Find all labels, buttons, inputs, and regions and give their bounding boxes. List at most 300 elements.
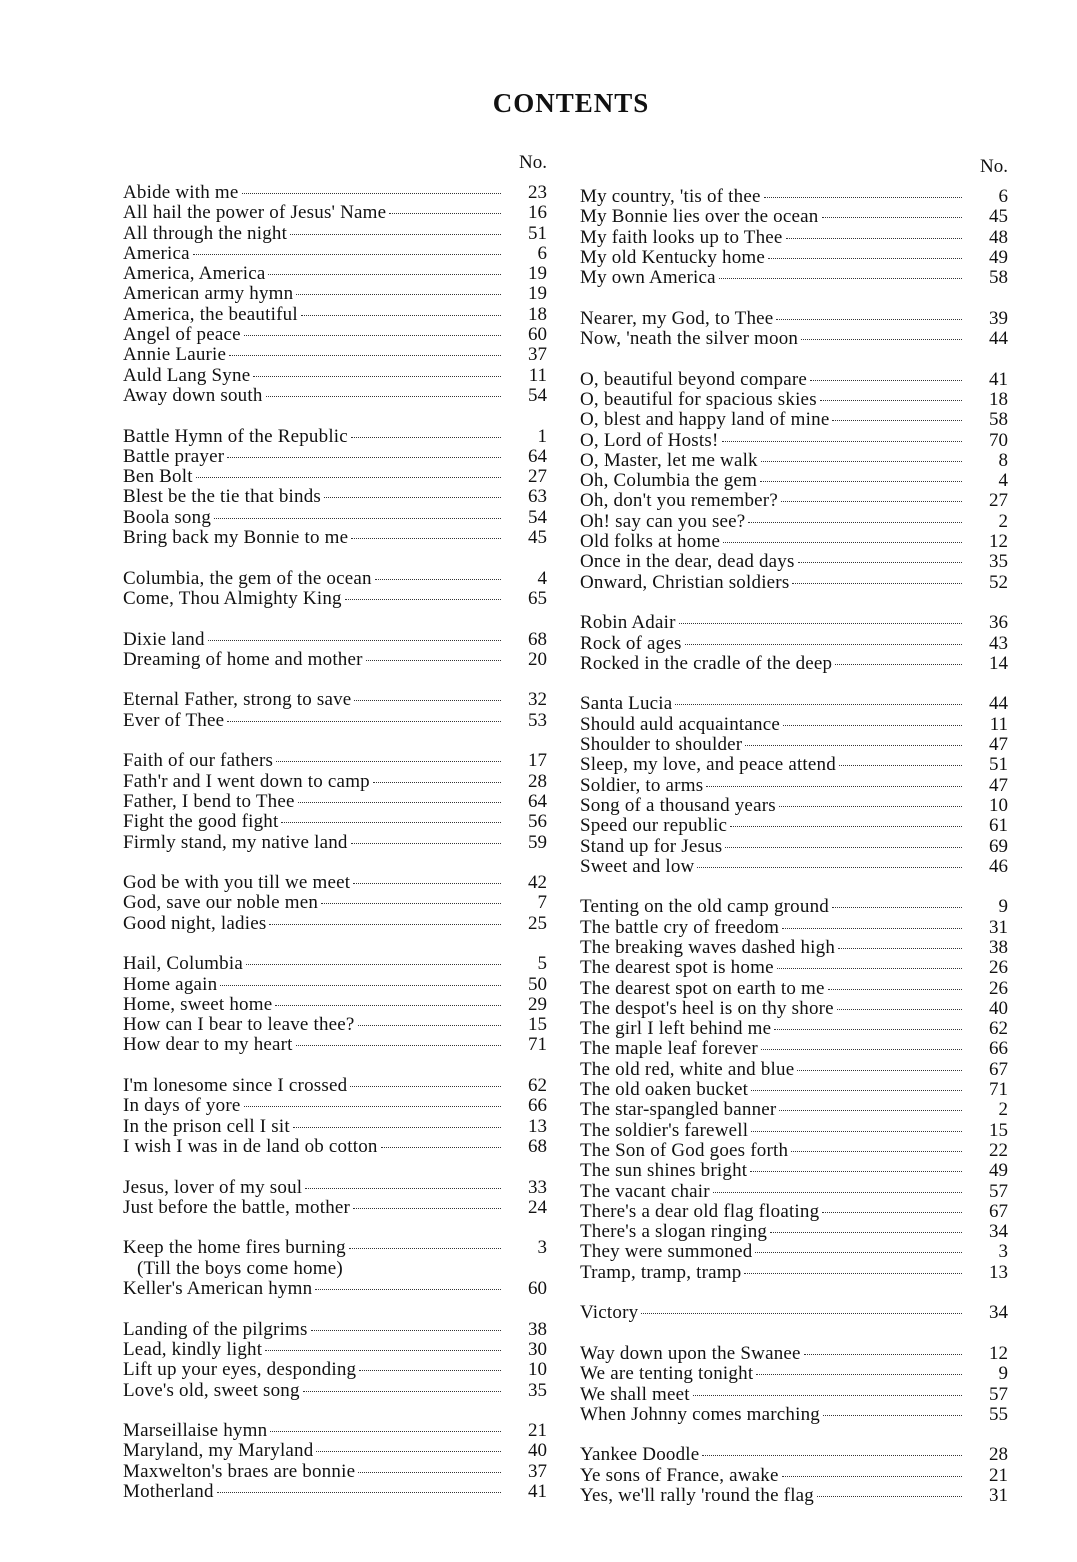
entry-title: The vacant chair (580, 1180, 710, 1202)
toc-entry[interactable] (580, 796, 1008, 816)
dot-leader (220, 985, 501, 986)
entry-title: Stand up for Jesus (580, 835, 723, 857)
entry-number: 8 (998, 449, 1008, 471)
toc-entry[interactable] (580, 857, 1008, 877)
entry-title: Marseillaise hymn (123, 1420, 268, 1442)
entry-title: Lead, kindly light (123, 1338, 263, 1360)
toc-entry[interactable] (123, 1441, 547, 1461)
dot-leader (823, 1415, 962, 1416)
toc-entry[interactable] (123, 1096, 547, 1116)
entry-number: 18 (989, 388, 1008, 410)
dot-leader (296, 1045, 501, 1046)
dot-leader (702, 1455, 962, 1456)
toc-entry[interactable] (123, 751, 547, 771)
entry-title: All through the night (123, 222, 288, 244)
group-spacer (123, 1401, 547, 1421)
entry-number: 13 (989, 1261, 1008, 1283)
entry-title: Nearer, my God, to Thee (580, 307, 774, 329)
entry-number: 29 (528, 993, 547, 1015)
entry-number: 60 (528, 1278, 547, 1300)
entry-number: 71 (528, 1034, 547, 1056)
dot-leader (801, 339, 962, 340)
toc-entry[interactable] (580, 897, 1008, 917)
entry-title: O, beautiful for spacious skies (580, 388, 817, 410)
toc-entry[interactable] (580, 1039, 1008, 1059)
toc-entry[interactable] (123, 508, 547, 528)
toc-entry[interactable] (580, 329, 1008, 349)
toc-entry[interactable] (580, 776, 1008, 796)
entry-title: O, blest and happy land of mine (580, 409, 830, 431)
entry-title: The sun shines bright (580, 1160, 748, 1182)
entry-title: Robin Adair (580, 612, 676, 634)
entry-number: 9 (998, 896, 1008, 918)
entry-number: 43 (989, 632, 1008, 654)
toc-entry[interactable] (123, 630, 547, 650)
entry-title: Should auld acquaintance (580, 713, 781, 735)
toc-entry[interactable] (580, 512, 1008, 532)
toc-entry[interactable] (123, 528, 547, 548)
toc-entry[interactable] (580, 1344, 1008, 1364)
toc-entry[interactable] (123, 792, 547, 812)
entry-title: American army hymn (123, 283, 294, 305)
number-column-header: No. (980, 156, 1008, 177)
entry-number: 38 (989, 936, 1008, 958)
dot-leader (353, 1208, 501, 1209)
entry-number: 51 (989, 754, 1008, 776)
dot-leader (783, 725, 962, 726)
dot-leader (208, 640, 501, 641)
toc-entry[interactable] (580, 979, 1008, 999)
toc-entry[interactable] (123, 264, 547, 284)
toc-entry[interactable] (580, 1466, 1008, 1486)
entry-number: 31 (989, 1485, 1008, 1506)
toc-entry[interactable] (123, 183, 547, 203)
entry-list-right (580, 187, 1008, 1506)
toc-entry[interactable] (580, 1486, 1008, 1506)
dot-leader (679, 623, 962, 624)
toc-entry[interactable] (123, 650, 547, 670)
toc-entry[interactable] (580, 715, 1008, 735)
entry-title: Abide with me (123, 182, 239, 203)
toc-entry[interactable] (580, 918, 1008, 938)
toc-entry[interactable] (123, 1360, 547, 1380)
toc-entry[interactable] (123, 305, 547, 325)
toc-entry[interactable] (580, 390, 1008, 410)
toc-entry[interactable] (123, 325, 547, 345)
dot-leader (359, 1370, 501, 1371)
toc-entry[interactable] (123, 203, 547, 223)
dot-leader (835, 664, 962, 665)
toc-entry[interactable] (580, 1080, 1008, 1100)
dot-leader (791, 1151, 962, 1152)
toc-entry[interactable] (123, 1279, 547, 1299)
dot-leader (725, 847, 962, 848)
toc-entry[interactable] (123, 772, 547, 792)
entry-number: 53 (528, 709, 547, 731)
toc-entry[interactable] (123, 1340, 547, 1360)
entry-title: In days of yore (123, 1095, 241, 1117)
group-spacer (123, 853, 547, 873)
entry-subtitle (123, 1259, 547, 1279)
toc-entry[interactable] (580, 816, 1008, 836)
dot-leader (266, 396, 501, 397)
entry-title: Fath'r and I went down to camp (123, 770, 370, 792)
entry-title: The star-spangled banner (580, 1099, 777, 1121)
toc-entry[interactable] (123, 812, 547, 832)
toc-entry[interactable] (123, 487, 547, 507)
toc-entry[interactable] (123, 1320, 547, 1340)
toc-entry[interactable] (580, 370, 1008, 390)
entry-number: 7 (537, 892, 547, 914)
toc-entry[interactable] (123, 975, 547, 995)
dot-leader (373, 782, 501, 783)
entry-title: Ever of Thee (123, 709, 225, 731)
toc-entry[interactable] (580, 999, 1008, 1019)
dot-leader (776, 319, 962, 320)
dot-leader (275, 1005, 501, 1006)
toc-entry[interactable] (123, 224, 547, 244)
entry-number: 40 (989, 997, 1008, 1019)
entry-number: 56 (528, 811, 547, 833)
entry-title: Battle Hymn of the Republic (123, 425, 348, 447)
entry-number: 15 (528, 1014, 547, 1036)
toc-entry[interactable] (123, 995, 547, 1015)
toc-entry[interactable] (580, 207, 1008, 227)
entry-number: 27 (989, 490, 1008, 512)
entry-title: Keller's American hymn (123, 1278, 313, 1300)
toc-entry[interactable] (123, 345, 547, 365)
toc-entry[interactable] (580, 634, 1008, 654)
entry-title: America, America (123, 263, 266, 285)
entry-title: Oh, don't you remember? (580, 490, 778, 512)
dot-leader (770, 1232, 962, 1233)
toc-entry[interactable] (580, 1019, 1008, 1039)
toc-entry[interactable] (123, 1137, 547, 1157)
dot-leader (675, 704, 962, 705)
entry-title: Victory (580, 1302, 639, 1324)
toc-entry[interactable] (580, 755, 1008, 775)
entry-number: 10 (528, 1359, 547, 1381)
toc-entry[interactable] (123, 1178, 547, 1198)
entry-title: Fight the good fight (123, 811, 279, 833)
entry-number: 47 (989, 734, 1008, 756)
entry-number: 39 (989, 307, 1008, 329)
entry-number: 61 (989, 815, 1008, 837)
dot-leader (713, 1192, 962, 1193)
toc-entry[interactable] (580, 309, 1008, 329)
dot-leader (389, 213, 501, 214)
toc-entry[interactable] (580, 451, 1008, 471)
toc-entry[interactable] (123, 467, 547, 487)
entry-number: 45 (989, 206, 1008, 228)
toc-entry[interactable] (580, 552, 1008, 572)
number-column-header: No. (519, 152, 547, 173)
entry-title: Lift up your eyes, desponding (123, 1359, 357, 1381)
toc-entry[interactable] (580, 268, 1008, 288)
entry-number: 34 (989, 1302, 1008, 1324)
toc-entry[interactable] (580, 1242, 1008, 1262)
dot-leader (744, 1273, 962, 1274)
toc-entry[interactable] (580, 1263, 1008, 1283)
toc-entry[interactable] (580, 187, 1008, 207)
entry-number: 2 (998, 1099, 1008, 1121)
toc-entry[interactable] (123, 914, 547, 934)
entry-title: Bring back my Bonnie to me (123, 527, 349, 549)
dot-leader (751, 1131, 962, 1132)
dot-leader (316, 1451, 501, 1452)
toc-entry[interactable] (123, 569, 547, 589)
toc-entry[interactable] (580, 1222, 1008, 1242)
toc-entry[interactable] (580, 1060, 1008, 1080)
toc-entry[interactable] (580, 1182, 1008, 1202)
dot-leader (296, 294, 501, 295)
dot-leader (779, 1110, 962, 1111)
entry-title: O, Master, let me walk (580, 449, 758, 471)
entry-title: How dear to my heart (123, 1034, 293, 1056)
toc-entry[interactable] (580, 532, 1008, 552)
toc-entry[interactable] (123, 244, 547, 264)
dot-leader (242, 193, 501, 194)
dot-leader (706, 786, 962, 787)
toc-entry[interactable] (580, 694, 1008, 714)
entry-title: Motherland (123, 1481, 214, 1502)
dot-leader (193, 254, 501, 255)
entry-number: 15 (989, 1119, 1008, 1141)
group-spacer (123, 1218, 547, 1238)
dot-leader (358, 1025, 501, 1026)
toc-entry[interactable] (580, 248, 1008, 268)
entry-title: Come, Thou Almighty King (123, 587, 342, 609)
dot-leader (351, 843, 501, 844)
entry-number: 2 (998, 510, 1008, 532)
entry-title: Soldier, to arms (580, 774, 704, 796)
entry-number: 59 (528, 831, 547, 853)
entry-number: 18 (528, 303, 547, 325)
entry-number: 45 (528, 527, 547, 549)
dot-leader (293, 1127, 501, 1128)
entry-number: 9 (998, 1363, 1008, 1385)
entry-title: Santa Lucia (580, 693, 673, 715)
toc-entry[interactable] (123, 1117, 547, 1137)
toc-entry[interactable] (123, 284, 547, 304)
entry-number: 11 (528, 364, 547, 386)
dot-leader (281, 822, 501, 823)
entry-title: In the prison cell I sit (123, 1115, 290, 1137)
dot-leader (303, 1391, 501, 1392)
entry-number: 50 (528, 973, 547, 995)
entry-number: 21 (989, 1464, 1008, 1486)
dot-leader (761, 1049, 962, 1050)
entry-title: Dixie land (123, 628, 205, 650)
entry-number: 31 (989, 916, 1008, 938)
toc-entry[interactable] (123, 1238, 547, 1258)
dot-leader (792, 583, 962, 584)
toc-entry[interactable] (123, 427, 547, 447)
toc-entry[interactable] (580, 1364, 1008, 1384)
dot-leader (290, 234, 501, 235)
entry-title: Yes, we'll rally 'round the flag (580, 1485, 815, 1506)
entry-number: 66 (528, 1095, 547, 1117)
toc-entry[interactable] (580, 1405, 1008, 1425)
toc-entry[interactable] (123, 1482, 547, 1502)
entry-title: The battle cry of freedom (580, 916, 780, 938)
toc-entry[interactable] (580, 228, 1008, 248)
entry-title: Father, I bend to Thee (123, 790, 295, 812)
dot-leader (270, 1431, 501, 1432)
entry-title: Oh, Columbia the gem (580, 470, 758, 492)
toc-entry[interactable] (580, 471, 1008, 491)
toc-entry[interactable] (580, 1202, 1008, 1222)
entry-number: 25 (528, 912, 547, 934)
toc-entry[interactable] (580, 573, 1008, 593)
entry-number: 28 (989, 1444, 1008, 1466)
dot-leader (756, 1374, 962, 1375)
toc-entry[interactable] (580, 410, 1008, 430)
group-spacer (580, 1425, 1008, 1445)
dot-leader (820, 400, 962, 401)
entry-number: 69 (989, 835, 1008, 857)
entry-title: God, save our noble men (123, 892, 319, 914)
entry-number: 6 (537, 242, 547, 264)
entry-title: We are tenting tonight (580, 1363, 754, 1385)
toc-entry[interactable] (123, 893, 547, 913)
entry-number: 70 (989, 429, 1008, 451)
dot-leader (781, 501, 962, 502)
entry-title: Now, 'neath the silver moon (580, 328, 799, 350)
entry-title: The breaking waves dashed high (580, 936, 836, 958)
toc-entry[interactable] (580, 1445, 1008, 1465)
entry-number: 14 (989, 652, 1008, 674)
toc-entry[interactable] (580, 654, 1008, 674)
entry-number: 26 (989, 977, 1008, 999)
entry-title: Maxwelton's braes are bonnie (123, 1460, 356, 1482)
dot-leader (730, 826, 962, 827)
entry-number: 19 (528, 283, 547, 305)
entry-title: Battle prayer (123, 445, 225, 467)
group-spacer (123, 731, 547, 751)
entry-title: The girl I left behind me (580, 1018, 772, 1040)
dot-leader (828, 989, 962, 990)
entry-number: 47 (989, 774, 1008, 796)
toc-entry[interactable] (123, 1035, 547, 1055)
entry-number: 32 (528, 689, 547, 711)
toc-entry[interactable] (123, 1015, 547, 1035)
toc-entry[interactable] (123, 589, 547, 609)
entry-title: I wish I was in de land ob cotton (123, 1135, 378, 1157)
entry-title: My Bonnie lies over the ocean (580, 206, 819, 228)
toc-entry[interactable] (123, 1076, 547, 1096)
entry-title: Faith of our fathers (123, 750, 274, 772)
entry-title: The soldier's farewell (580, 1119, 749, 1141)
dot-leader (810, 380, 962, 381)
entry-title: Song of a thousand years (580, 794, 776, 816)
dot-leader (804, 1354, 962, 1355)
toc-entry[interactable] (580, 1121, 1008, 1141)
entry-number: 3 (998, 1241, 1008, 1263)
dot-leader (798, 562, 962, 563)
entry-number: 41 (528, 1481, 547, 1502)
toc-entry[interactable] (580, 1385, 1008, 1405)
dot-leader (315, 1289, 501, 1290)
toc-entry[interactable] (123, 690, 547, 710)
toc-entry[interactable] (123, 1198, 547, 1218)
entry-title: All hail the power of Jesus' Name (123, 202, 387, 224)
group-spacer (123, 1299, 547, 1319)
group-spacer (123, 670, 547, 690)
dot-leader (298, 802, 501, 803)
dot-leader (217, 1492, 501, 1493)
entry-title: Dreaming of home and mother (123, 648, 363, 670)
group-spacer (580, 349, 1008, 369)
dot-leader (786, 238, 962, 239)
entry-number: 4 (537, 567, 547, 589)
group-spacer (580, 1283, 1008, 1303)
dot-leader (253, 376, 501, 377)
entry-number: 44 (989, 693, 1008, 715)
dot-leader (755, 1252, 962, 1253)
toc-entry[interactable] (123, 1421, 547, 1441)
entry-title: When Johnny comes marching (580, 1403, 821, 1425)
toc-entry[interactable] (123, 711, 547, 731)
toc-entry[interactable] (580, 1141, 1008, 1161)
toc-entry[interactable] (580, 431, 1008, 451)
entry-number: 10 (989, 794, 1008, 816)
entry-number: 58 (989, 409, 1008, 431)
entry-number: 35 (528, 1379, 547, 1401)
toc-entry[interactable] (580, 958, 1008, 978)
entry-title: Jesus, lover of my soul (123, 1176, 303, 1198)
toc-entry[interactable] (580, 938, 1008, 958)
toc-entry[interactable] (580, 1100, 1008, 1120)
dot-leader (244, 1106, 502, 1107)
entry-subtitle-text: (Till the boys come home) (137, 1257, 343, 1279)
entry-title: Yankee Doodle (580, 1444, 700, 1466)
entry-list-left (123, 183, 547, 1502)
toc-entry[interactable] (580, 613, 1008, 633)
entry-title: Ben Bolt (123, 466, 193, 488)
toc-entry[interactable] (580, 837, 1008, 857)
entry-number: 11 (989, 713, 1008, 735)
entry-title: Onward, Christian soldiers (580, 571, 790, 593)
toc-entry[interactable] (580, 735, 1008, 755)
toc-entry[interactable] (123, 1381, 547, 1401)
entry-number: 37 (528, 344, 547, 366)
toc-entry[interactable] (123, 366, 547, 386)
toc-entry[interactable] (580, 1303, 1008, 1323)
toc-entry[interactable] (123, 833, 547, 853)
entry-title: Angel of peace (123, 324, 241, 346)
dot-leader (832, 907, 962, 908)
entry-number: 35 (989, 551, 1008, 573)
dot-leader (768, 258, 962, 259)
entry-number: 66 (989, 1038, 1008, 1060)
dot-leader (244, 335, 501, 336)
group-spacer (580, 593, 1008, 613)
toc-entry[interactable] (123, 386, 547, 406)
toc-entry[interactable] (580, 491, 1008, 511)
toc-entry[interactable] (123, 1462, 547, 1482)
dot-leader (276, 761, 501, 762)
toc-entry[interactable] (580, 1161, 1008, 1181)
entry-title: We shall meet (580, 1383, 690, 1405)
entry-title: The maple leaf forever (580, 1038, 758, 1060)
dot-leader (321, 903, 501, 904)
dot-leader (764, 197, 962, 198)
toc-entry[interactable] (123, 873, 547, 893)
toc-entry[interactable] (123, 447, 547, 467)
toc-entry[interactable] (123, 954, 547, 974)
dot-leader (817, 1496, 962, 1497)
